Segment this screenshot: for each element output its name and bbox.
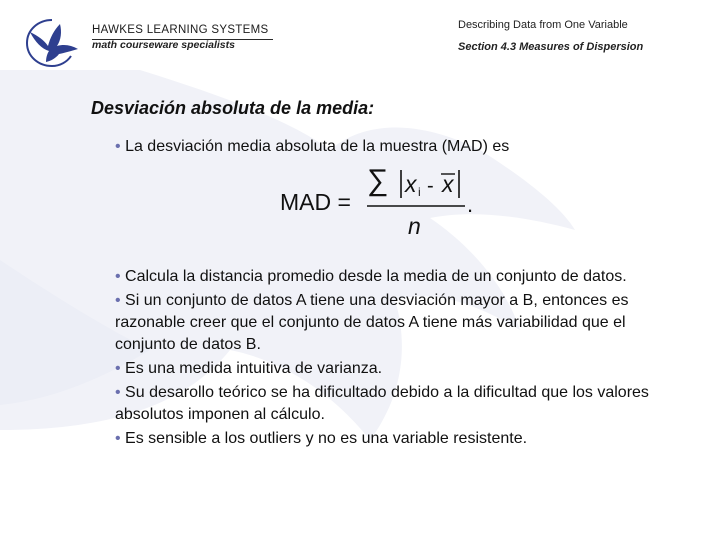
- bullet-marker: •: [115, 430, 126, 447]
- formula-end: .: [467, 192, 474, 217]
- list-item-text: Es una medida intuitiva de varianza.: [125, 360, 383, 377]
- section-title: Section 4.3 Measures of Dispersion: [458, 41, 644, 53]
- intro-line: [115, 138, 509, 156]
- intro-text: La desviación media absoluta de la muestra (MAD) es: [125, 138, 510, 155]
- formula-sum-symbol: ∑: [367, 164, 389, 197]
- list-item-text: Su desarollo teórico se ha dificultado debido a la dificultad que los valores absolutos imponen al cálculo.: [115, 384, 649, 423]
- bullet-list: [115, 266, 670, 452]
- brand-title: HAWKES LEARNING SYSTEMS: [92, 24, 269, 36]
- formula-bar-var: x: [442, 171, 454, 197]
- formula-minus: -: [427, 175, 434, 197]
- list-item-text: Calcula la distancia promedio desde la media de un conjunto de datos.: [125, 268, 627, 285]
- bullet-marker: •: [115, 268, 126, 285]
- list-item-text: Es sensible a los outliers y no es una variable resistente.: [125, 430, 528, 447]
- formula-var: x: [405, 171, 417, 197]
- eagle-icon: [24, 18, 80, 68]
- mad-formula: [275, 160, 485, 240]
- list-item: [115, 290, 670, 356]
- list-item: [115, 382, 670, 426]
- brand-tagline: math courseware specialists: [92, 39, 235, 51]
- formula-lhs: MAD =: [280, 189, 351, 215]
- bullet-marker: •: [115, 360, 126, 377]
- list-item: [115, 358, 670, 380]
- list-item-text: Si un conjunto de datos A tiene una desviación mayor a B, entonces es razonable creer que el conjunto de datos A tiene más variabilidad que el conjunto de datos B.: [115, 292, 629, 353]
- bullet-marker: •: [115, 138, 121, 155]
- course-title: Describing Data from One Variable: [458, 19, 628, 31]
- formula-subscript: i: [418, 185, 421, 199]
- formula-denominator: n: [408, 213, 421, 239]
- bullet-marker: •: [115, 292, 126, 309]
- list-item: [115, 266, 670, 288]
- slide-title: Desviación absoluta de la media:: [91, 98, 375, 118]
- bullet-marker: •: [115, 384, 126, 401]
- list-item: [115, 428, 670, 450]
